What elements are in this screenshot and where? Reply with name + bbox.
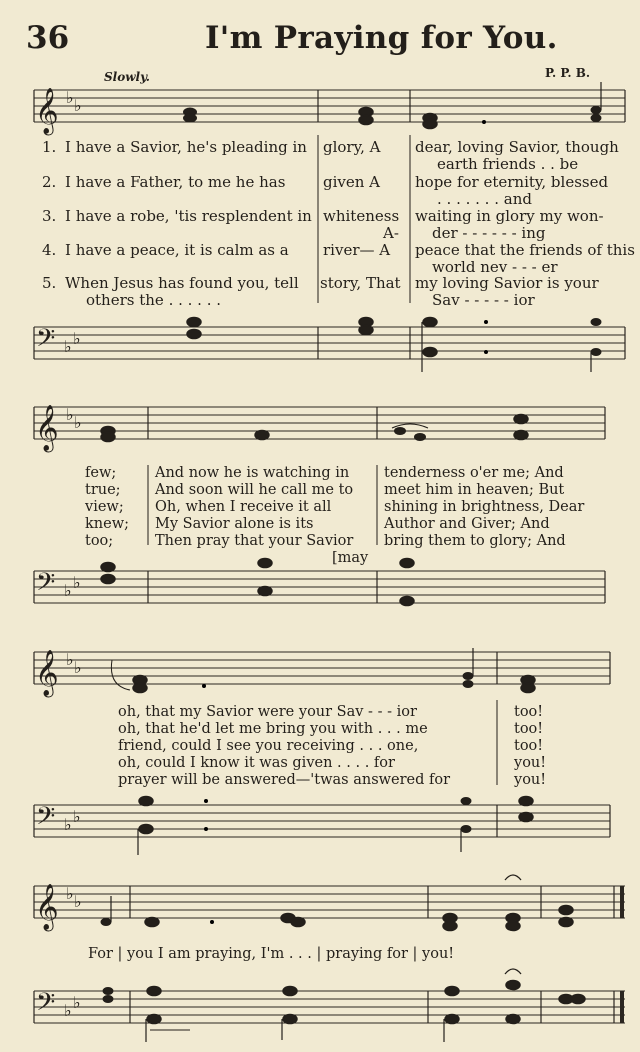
- verse-line: I have a Savior, he's pleading in: [65, 138, 307, 156]
- system4-bass-staff: [34, 969, 625, 1042]
- system3-treble-staff: [34, 648, 610, 698]
- verse-line: der - - - - - - ing: [432, 224, 546, 242]
- bass-clef-icon: 𝄢: [36, 324, 56, 359]
- flat-icon: ♭: [66, 88, 74, 107]
- verse-line: peace that the friends of this: [415, 241, 635, 259]
- verse-line: When Jesus has found you, tell: [65, 274, 299, 292]
- svg-text:♭: ♭: [66, 405, 74, 424]
- svg-text:♭: ♭: [66, 650, 74, 669]
- svg-text:𝄢: 𝄢: [36, 568, 56, 603]
- svg-text:♭: ♭: [74, 892, 82, 911]
- verse-number: 2.: [42, 173, 57, 191]
- composer-initials: P. P. B.: [545, 66, 591, 80]
- lyric: too!: [514, 721, 544, 737]
- verse-line: I have a peace, it is calm as a: [65, 241, 289, 259]
- verse-line: given A: [323, 173, 381, 191]
- verse-line: . . . . . . . and: [437, 190, 532, 208]
- verse-line: others the . . . . . .: [86, 291, 222, 309]
- lyric: [may: [332, 550, 369, 566]
- verse-line: story, That: [320, 274, 401, 292]
- svg-text:♭: ♭: [74, 658, 82, 677]
- svg-text:♭: ♭: [73, 329, 81, 348]
- svg-text:♭: ♭: [64, 815, 72, 834]
- lyric: And soon will he call me to: [155, 482, 354, 498]
- lyric: you!: [514, 772, 547, 788]
- verse-line: glory, A: [323, 138, 381, 156]
- system2-bass-staff: [34, 559, 605, 606]
- lyric: knew;: [85, 516, 130, 532]
- system3-bass-staff: [34, 797, 610, 856]
- lyric: Then pray that your Savior: [155, 533, 354, 549]
- svg-text:♭: ♭: [64, 337, 72, 356]
- svg-text:𝄢: 𝄢: [36, 802, 56, 837]
- system1-bass-staff: [34, 318, 625, 373]
- svg-text:𝄞: 𝄞: [35, 405, 59, 451]
- svg-text:♭: ♭: [64, 1001, 72, 1020]
- verse-number: 1.: [42, 138, 57, 156]
- lyric: bring them to glory; And: [384, 533, 566, 549]
- lyric: few;: [85, 465, 117, 481]
- refrain-lyric: For | you I am praying, I'm . . . | praying for | you!: [88, 946, 455, 962]
- lyric: too!: [514, 704, 544, 720]
- verse-line: river— A: [323, 241, 391, 259]
- system4-treble-staff: [34, 875, 625, 932]
- svg-text:♭: ♭: [73, 807, 81, 826]
- fermata-icon: [505, 875, 521, 880]
- page-number: 36: [26, 20, 70, 56]
- treble-clef-icon: 𝄞: [35, 88, 59, 134]
- svg-text:𝄞: 𝄞: [35, 884, 59, 930]
- lyric: shining in brightness, Dear: [384, 499, 585, 515]
- lyric: tenderness o'er me; And: [384, 465, 564, 481]
- hymn-title: I'm Praying for You.: [205, 20, 558, 56]
- lyric: Author and Giver; And: [384, 516, 550, 532]
- svg-text:♭: ♭: [64, 581, 72, 600]
- lyric: friend, could I see you receiving . . . one,: [118, 738, 419, 754]
- lyric: too!: [514, 738, 544, 754]
- verse-line: world nev - - - er: [432, 258, 558, 276]
- verse-line: I have a robe, 'tis resplendent in: [65, 207, 312, 225]
- verse-line: whiteness: [323, 207, 400, 225]
- lyric: too;: [85, 533, 114, 549]
- svg-text:𝄢: 𝄢: [36, 988, 56, 1023]
- lyric: view;: [85, 499, 124, 515]
- verse-number: 3.: [42, 207, 57, 225]
- lyric: true;: [85, 482, 121, 498]
- verse-line: Sav - - - - - ior: [432, 291, 535, 309]
- lyric: you!: [514, 755, 547, 771]
- lyric: oh, could I know it was given . . . . for: [118, 755, 395, 771]
- verse-line: waiting in glory my won-: [415, 207, 604, 225]
- lyric: oh, that my Savior were your Sav - - - ior: [118, 704, 417, 720]
- svg-text:♭: ♭: [74, 96, 82, 115]
- lyric: My Savior alone is its: [155, 516, 314, 532]
- lyric: Oh, when I receive it all: [155, 499, 332, 515]
- verse-line: dear, loving Savior, though: [415, 138, 619, 156]
- verse-line: I have a Father, to me he has: [65, 173, 286, 191]
- verse-line: hope for eternity, blessed: [415, 173, 609, 191]
- system2-treble-staff: [34, 405, 605, 453]
- svg-text:𝄞: 𝄞: [35, 650, 59, 696]
- verse-line: earth friends . . be: [437, 155, 579, 173]
- verse-line: my loving Savior is your: [415, 274, 599, 292]
- lyric: oh, that he'd let me bring you with . . . me: [118, 721, 428, 737]
- svg-text:♭: ♭: [66, 884, 74, 903]
- verse-number: 4.: [42, 241, 57, 259]
- lyric: And now he is watching in: [155, 465, 350, 481]
- lyric: meet him in heaven; But: [384, 482, 565, 498]
- svg-text:♭: ♭: [73, 573, 81, 592]
- svg-text:♭: ♭: [74, 413, 82, 432]
- tempo-marking: Slowly.: [104, 70, 150, 84]
- verse-line: A-: [383, 224, 399, 242]
- svg-text:♭: ♭: [73, 993, 81, 1012]
- system1-treble-staff: [34, 82, 625, 136]
- lyric: prayer will be answered—'twas answered for: [118, 772, 451, 788]
- verse-number: 5.: [42, 274, 57, 292]
